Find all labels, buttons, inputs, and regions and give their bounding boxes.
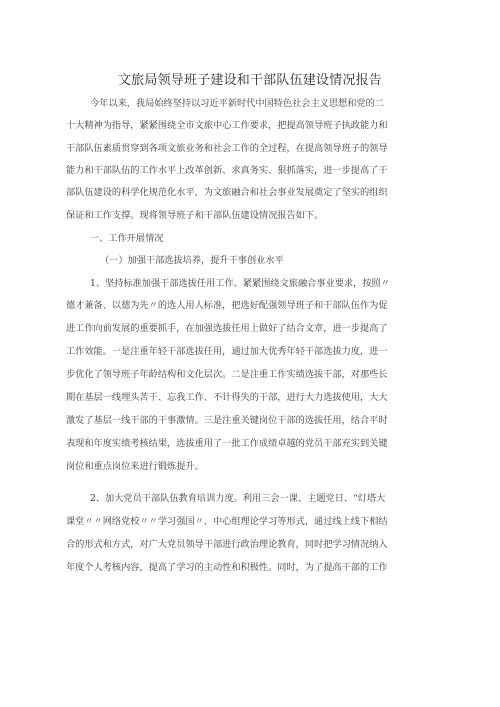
paragraph-line: 激发了基层一线干部的干事激情。三是注重关键岗位干部的选拔任用，结合平时	[66, 415, 388, 426]
paragraph-line: 期在基层一线埋头苦干、忘我工作、不计得失的干部，进行大力选拔使用，大大	[66, 392, 388, 403]
document-title: 文旅局领导班子建设和干部队伍建设情况报告	[117, 73, 382, 88]
paragraph-line: 今年以来，我局始终坚持以习近平新时代中国特色社会主义思想和党的二	[90, 98, 384, 109]
section-heading: 一、工作开展情况	[90, 233, 164, 244]
paragraph-line: 1、坚持标准加强干部选拔任用工作。紧紧围绕文旅融合事业要求，按照〃	[90, 278, 390, 289]
paragraph-line: 课堂〃〃网络党校〃〃学习强国〃、中心组理论学习等形式，通过线上线下相结	[66, 516, 388, 527]
paragraph-line: 工作效能。一是注重年轻干部选拔任用，通过加大优秀年轻干部选拔力度，进一	[66, 346, 388, 357]
subsection-heading: （一）加强干部选拔培养，提升干事创业水平	[100, 255, 284, 266]
paragraph-line: 合的形式和方式，对广大党员领导干部进行政治理论教育，同时把学习情况纳入	[66, 539, 388, 550]
paragraph-line: 表现和年度实绩考核结果，选拔重用了一批工作成绩卓越的党员干部充实到关键	[66, 438, 388, 449]
paragraph-line: 进工作向前发展的重要抓手，在加强选拔任用上做好了结合文章，进一步提高了	[66, 323, 388, 334]
paragraph-line: 德才兼备、以德为先〃的选人用人标准，把选好配强领导班子和干部队伍作为促	[66, 300, 388, 311]
paragraph-line: 保证和工作支撑。现将领导班子和干部队伍建设情况报告如下。	[66, 210, 324, 221]
paragraph-line: 能力和干部队伍的工作水平上改革创新、求真务实、狠抓落实，进一步提高了干	[66, 165, 388, 176]
paragraph-line: 步优化了领导班子年龄结构和文化层次。二是注重工作实绩选拔干部，对那些长	[66, 369, 388, 380]
paragraph-line: 部队伍建设的科学化规范化水平，为文旅融合和社会事业发展奠定了坚实的组织	[66, 187, 388, 198]
paragraph-line: 2、加大党员干部队伍教育培训力度。利用三会一课、主题党日、“灯塔大	[90, 493, 386, 504]
paragraph-line: 干部队伍素质贯穿到各项文旅业务和社会工作的全过程，在提高领导班子的领导	[66, 143, 388, 154]
paragraph-line: 十大精神为指导，紧紧围绕全市文旅中心工作要求，把提高领导班子执政能力和	[66, 120, 388, 131]
paragraph-line: 年度个人考核内容，提高了学习的主动性和积极性。同时，为了提高干部的工作	[66, 562, 388, 573]
paragraph-line: 岗位和重点岗位来进行锻炼提升。	[66, 461, 204, 472]
